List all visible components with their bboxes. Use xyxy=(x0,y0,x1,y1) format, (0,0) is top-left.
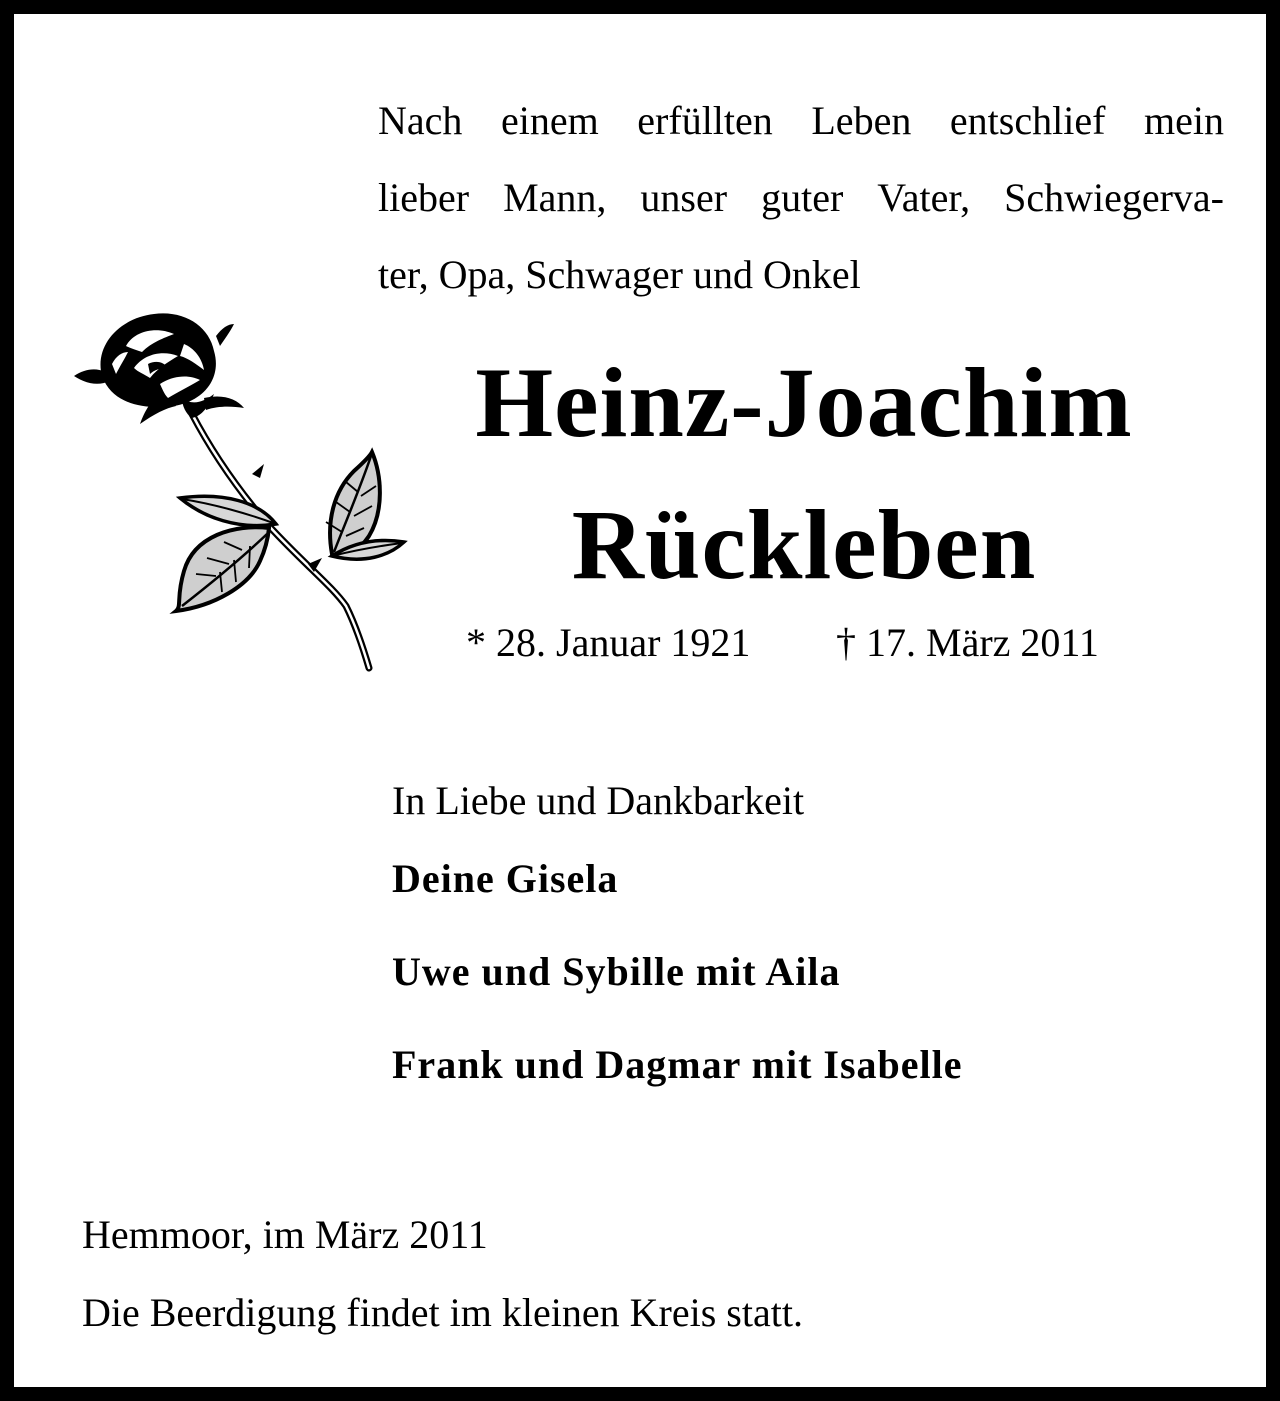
deceased-name xyxy=(374,332,1234,616)
mourner-name: Deine Gisela xyxy=(392,856,619,901)
first-name: Heinz-Joachim xyxy=(475,347,1133,458)
intro-line-3: ter, Opa, Schwager und Onkel xyxy=(378,252,861,297)
mourner-name: Uwe und Sybille mit Aila xyxy=(392,949,841,994)
birth-date: * 28. Januar 1921 xyxy=(466,620,751,665)
footer-block xyxy=(82,1210,1182,1338)
intro-line-1: Nach einem erfüllten Leben entschlief mein xyxy=(378,98,1224,143)
last-name: Rückleben xyxy=(571,489,1037,600)
intro-text xyxy=(378,82,1224,313)
funeral-note: Die Beerdigung findet im kleinen Kreis statt. xyxy=(82,1290,803,1335)
intro-line-2: lieber Mann, unser guter Vater, Schwiegerva- xyxy=(378,175,1224,220)
mourners-block xyxy=(392,776,1212,1133)
place-date: Hemmoor, im März 2011 xyxy=(82,1212,488,1257)
death-date: † 17. März 2011 xyxy=(836,620,1099,665)
rose-icon xyxy=(64,306,414,676)
mourner-name: Frank und Dagmar mit Isabelle xyxy=(392,1042,963,1087)
mourners-lead: In Liebe und Dankbarkeit xyxy=(392,778,805,823)
life-dates xyxy=(466,618,1186,668)
